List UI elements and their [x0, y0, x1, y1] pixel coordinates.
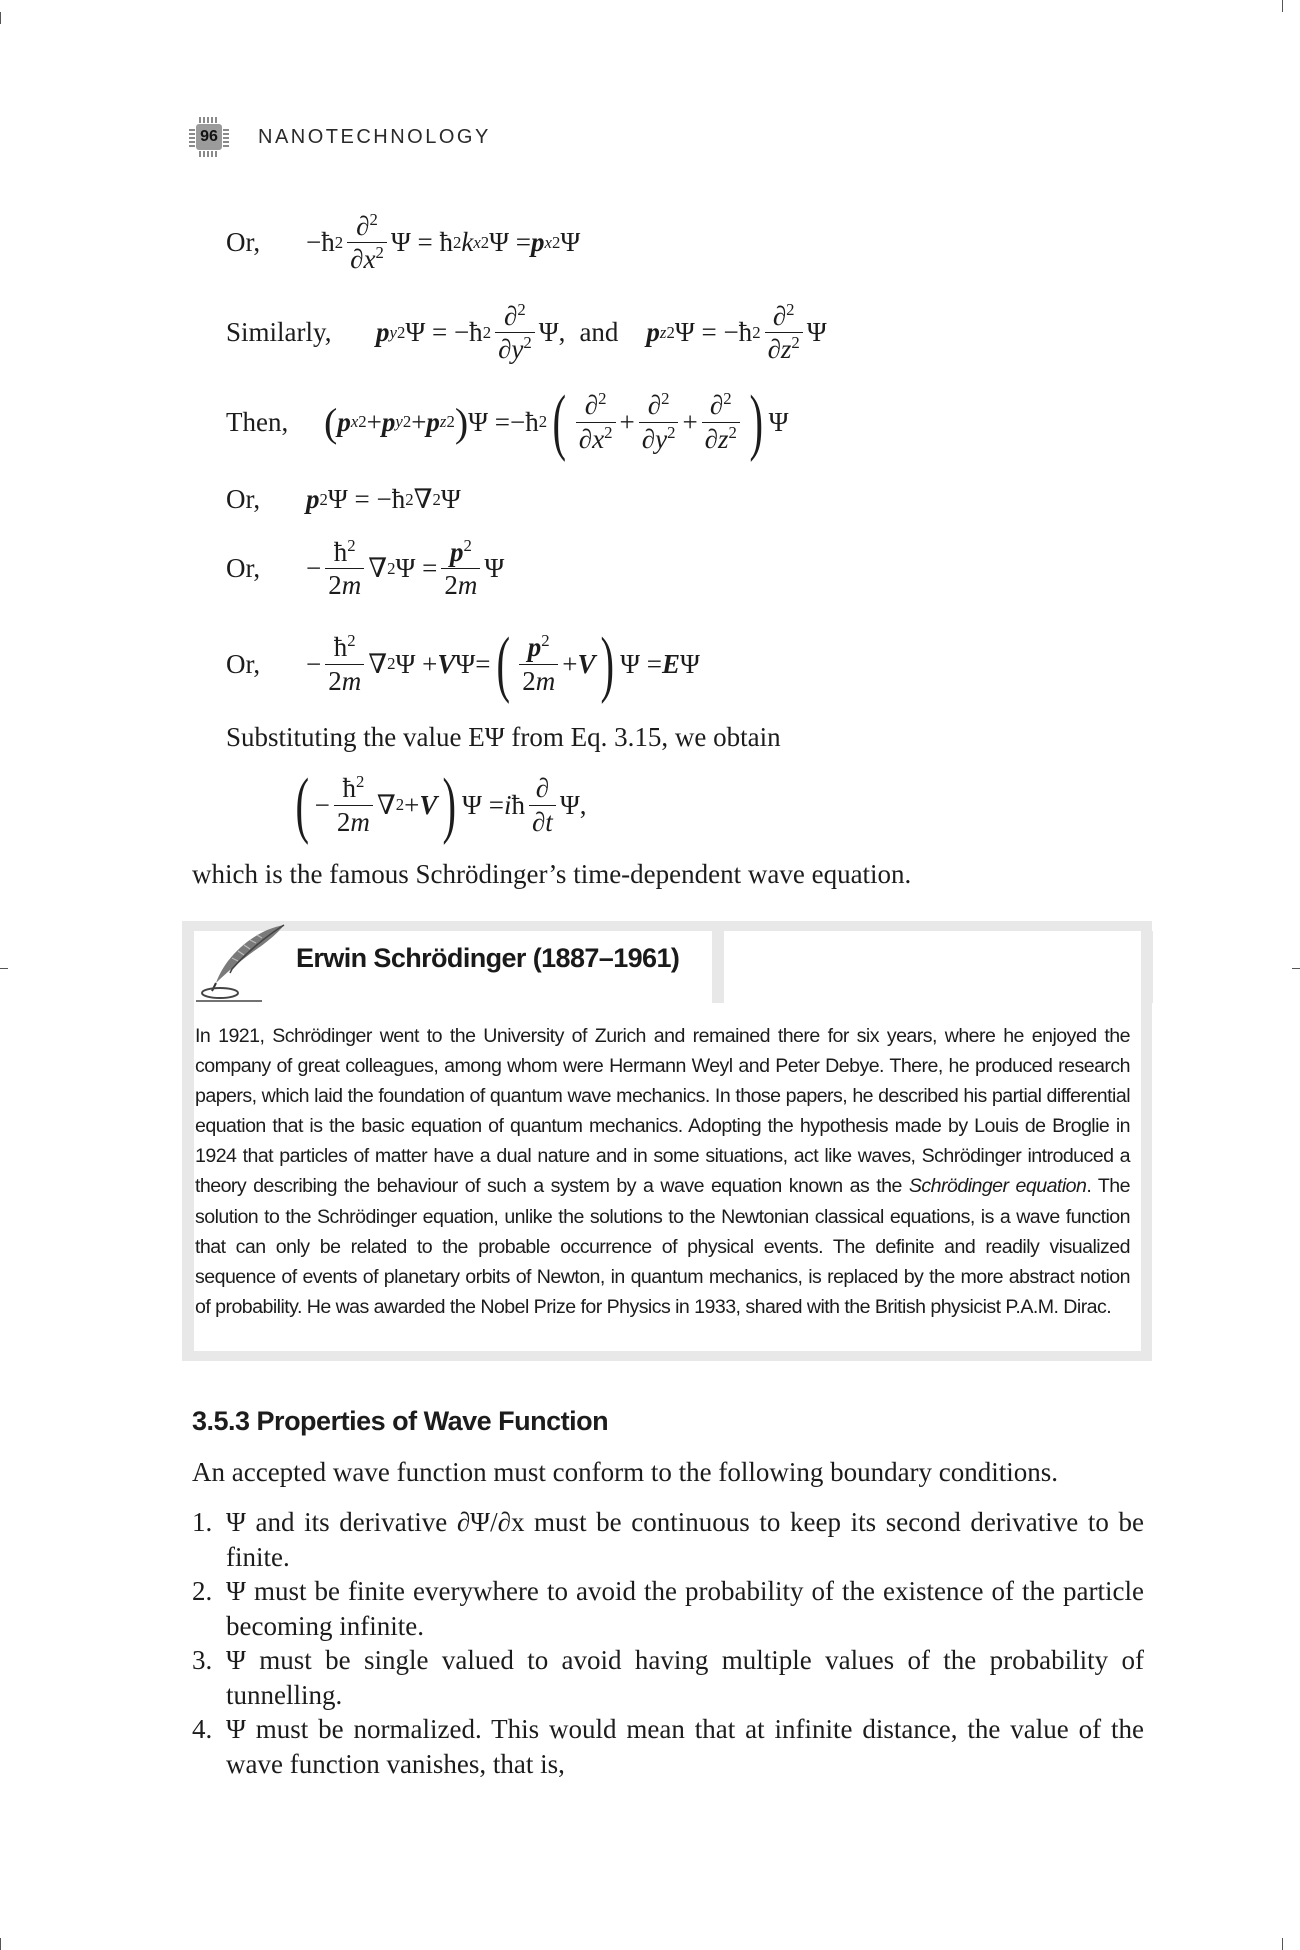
list-item: 4. Ψ must be normalized. This would mean that at infinite distance, the value of the wave function vanishes, that is, [192, 1714, 1144, 1779]
eq-label: Or, [226, 648, 261, 679]
conditions-list [192, 1505, 1144, 1781]
running-header [188, 113, 491, 161]
running-title: NANOTECHNOLOGY [258, 125, 491, 148]
equation-schrodinger: ( − $\frac{ħ^2}{2m}$ ∇ 2 + V ) Ψ = i ħ $\frac{\partial}{\partial t}$ Ψ, [295, 764, 587, 846]
biography-title: Erwin Schrödinger (1887–1961) [296, 943, 680, 973]
biography-text: In 1921, Schrödinger went to the University of Zurich and remained there for six years, where he enjoyed the company of great colleagues, among whom were Hermann Weyl and Peter Debye. There, he produced research papers, which laid the foundation of quantum wave mechanics. In those papers, he described his partial differential equation that is the basic equation of quantum mechanics. Adopting the hypothesis made by Louis de Broglie in 1924 that particles of matter have a dual nature and in some situations, act like waves, Schrödinger introduced a theory describing the behaviour of such a system by a wave equation known as the Schrödinger equation. The solution to the Schrödinger equation, unlike the solutions to the Newtonian classical equations, is a wave function that can only be related to the probable occurrence of physical events. The definite and readily visualized sequence of events of planetary orbits of Newton, in quantum mechanics, is replaced by the more abstract notion of probability. He was awarded the Nobel Prize for Physics in 1933, shared with the British physicist P.A.M. Dirac. [195, 1025, 1130, 1318]
eq-label: Or, [226, 227, 261, 258]
equation-energy: Or, − $\frac{ħ^2}{2m}$ ∇ 2 Ψ = $\frac{p^2}{2m}$ Ψ [226, 536, 505, 601]
eq-label: Then, [226, 406, 289, 437]
crop-mark [0, 968, 8, 969]
crop-mark [0, 12, 1, 24]
eq-label: Or, [226, 484, 261, 514]
substituting-text: Substituting the value EΨ from Eq. 3.15, we obtain [226, 722, 781, 752]
section-heading: 3.5.3 Properties of Wave Function [192, 1406, 609, 1436]
word-and: and [579, 317, 619, 348]
crop-mark [0, 1938, 1, 1950]
page-number: 96 [200, 128, 218, 145]
list-item: 1. Ψ and its derivative ∂Ψ/∂x must be continuous to keep its second derivative to be finite. [192, 1507, 1144, 1572]
quill-icon [192, 921, 288, 1003]
list-item: 3. Ψ must be single valued to avoid having multiple values of the probability of tunnelling. [192, 1645, 1144, 1710]
equation-sum: Then, ( p x 2 + p y 2 + p z 2 ) Ψ =−ħ 2 ( $\frac{\partial^2}{\partial x^2}$ + $\frac{\partial^2}{\partial y^2}$ + $\frac{\partial^2}{\partial z^2}$ ) Ψ [226, 381, 789, 463]
famous-equation-text: which is the famous Schrödinger’s time-dependent wave equation. [192, 859, 912, 889]
eq-label: Similarly, [226, 317, 332, 348]
section-intro: An accepted wave function must conform to the following boundary conditions. [192, 1457, 1059, 1487]
equation-py-pz: Similarly, p y 2 Ψ = −ħ 2 $\frac{\partial^2}{\partial y^2}$ Ψ, and p z 2 Ψ = −ħ 2 $\frac{\partial^2}{\partial z^2}$ Ψ [226, 300, 827, 365]
eq-label: Or, [226, 553, 261, 584]
list-item: 2. Ψ must be finite everywhere to avoid the probability of the existence of the particle becoming infinite. [192, 1576, 1144, 1641]
equation-px: Or, −ħ 2 $\frac{\partial^2}{\partial x^2}$ Ψ = ħ 2 k x 2 Ψ = p x 2 Ψ [226, 210, 581, 275]
crop-mark [1282, 1938, 1283, 1950]
crop-mark [1282, 0, 1283, 12]
chip-icon [188, 116, 230, 158]
equation-hamiltonian: Or, − $\frac{ħ^2}{2m}$ ∇ 2 Ψ + V Ψ= ( $\frac{p^2}{2m}$ + V ) Ψ = E Ψ [226, 623, 700, 705]
equation-laplacian: Or, p 2 Ψ = −ħ 2 ∇ 2 Ψ [226, 484, 461, 514]
crop-mark [1292, 968, 1300, 969]
